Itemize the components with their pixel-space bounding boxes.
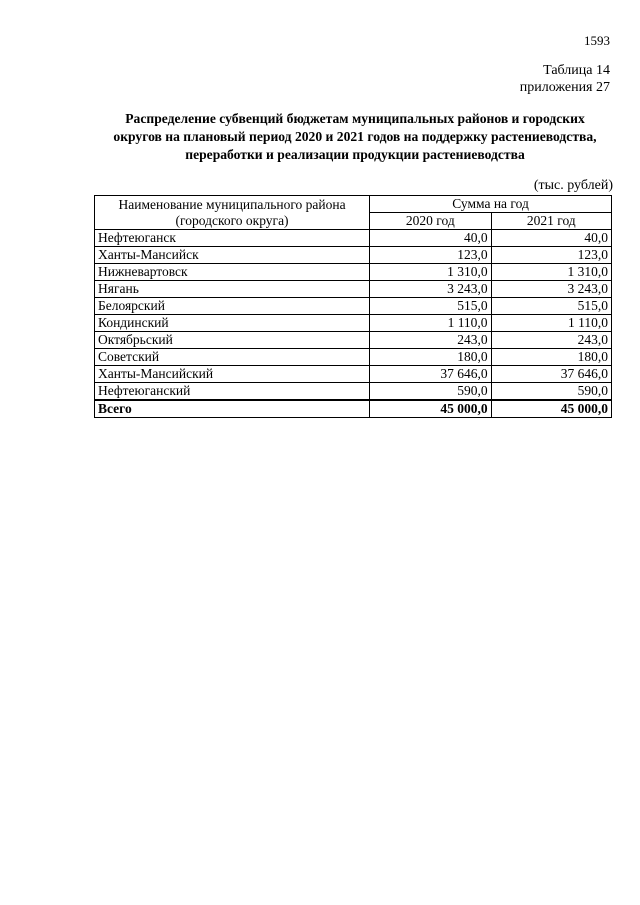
cell-municipality: Ханты-Мансийский xyxy=(95,366,370,383)
table-row xyxy=(95,264,612,281)
table-reference-line2: приложения 27 xyxy=(519,80,610,95)
cell-sum-2020: 180,0 xyxy=(370,349,491,366)
table-row xyxy=(95,298,612,315)
cell-sum-2021: 37 646,0 xyxy=(491,366,611,383)
cell-sum-2020: 1 110,0 xyxy=(370,315,491,332)
table-row xyxy=(95,281,612,298)
table-row xyxy=(95,315,612,332)
cell-municipality: Октябрьский xyxy=(95,332,370,349)
units-label: (тыс. рублей) xyxy=(533,178,613,193)
title-line1: Распределение субвенций бюджетам муниципальных районов и городских xyxy=(125,111,585,126)
cell-municipality: Кондинский xyxy=(95,315,370,332)
cell-sum-2020: 37 646,0 xyxy=(370,366,491,383)
table-body xyxy=(95,230,612,418)
page-number: 1593 xyxy=(584,33,610,48)
title-line2: округов на плановый период 2020 и 2021 годов на поддержку растениеводства, xyxy=(113,129,597,144)
cell-sum-2021: 590,0 xyxy=(491,383,611,401)
total-cell-municipality: Всего xyxy=(95,400,370,418)
cell-sum-2020: 243,0 xyxy=(370,332,491,349)
cell-sum-2020: 515,0 xyxy=(370,298,491,315)
header-year-2020: 2020 год xyxy=(370,213,491,230)
cell-sum-2021: 243,0 xyxy=(491,332,611,349)
total-cell-sum-2021: 45 000,0 xyxy=(491,400,611,418)
cell-sum-2020: 3 243,0 xyxy=(370,281,491,298)
table-row xyxy=(95,383,612,401)
cell-sum-2020: 1 310,0 xyxy=(370,264,491,281)
cell-sum-2021: 40,0 xyxy=(491,230,611,247)
table-row xyxy=(95,349,612,366)
cell-municipality: Нягань xyxy=(95,281,370,298)
cell-sum-2021: 3 243,0 xyxy=(491,281,611,298)
table-reference-line1: Таблица 14 xyxy=(543,63,610,78)
cell-sum-2020: 123,0 xyxy=(370,247,491,264)
cell-municipality: Ханты-Мансийск xyxy=(95,247,370,264)
subvention-table xyxy=(94,195,612,418)
table-row xyxy=(95,247,612,264)
cell-municipality: Советский xyxy=(95,349,370,366)
cell-municipality: Нефтеюганск xyxy=(95,230,370,247)
cell-sum-2021: 515,0 xyxy=(491,298,611,315)
header-year-2021: 2021 год xyxy=(491,213,611,230)
table-row xyxy=(95,332,612,349)
cell-municipality: Нефтеюганский xyxy=(95,383,370,401)
header-municipality xyxy=(95,196,370,230)
cell-sum-2021: 123,0 xyxy=(491,247,611,264)
cell-sum-2021: 1 310,0 xyxy=(491,264,611,281)
header-municipality-line2: (городского округа) xyxy=(175,212,289,228)
table-reference xyxy=(520,62,610,96)
cell-sum-2020: 590,0 xyxy=(370,383,491,401)
cell-sum-2021: 1 110,0 xyxy=(491,315,611,332)
table-row xyxy=(95,230,612,247)
total-cell-sum-2020: 45 000,0 xyxy=(370,400,491,418)
table-row xyxy=(95,366,612,383)
document-title xyxy=(90,110,620,164)
cell-municipality: Нижневартовск xyxy=(95,264,370,281)
cell-municipality: Белоярский xyxy=(95,298,370,315)
header-municipality-line1: Наименование муниципального района xyxy=(118,196,346,212)
header-annual-sum: Сумма на год xyxy=(370,196,612,213)
title-line3: переработки и реализации продукции растениеводства xyxy=(185,147,525,162)
cell-sum-2021: 180,0 xyxy=(491,349,611,366)
table-row-total xyxy=(95,400,612,418)
cell-sum-2020: 40,0 xyxy=(370,230,491,247)
